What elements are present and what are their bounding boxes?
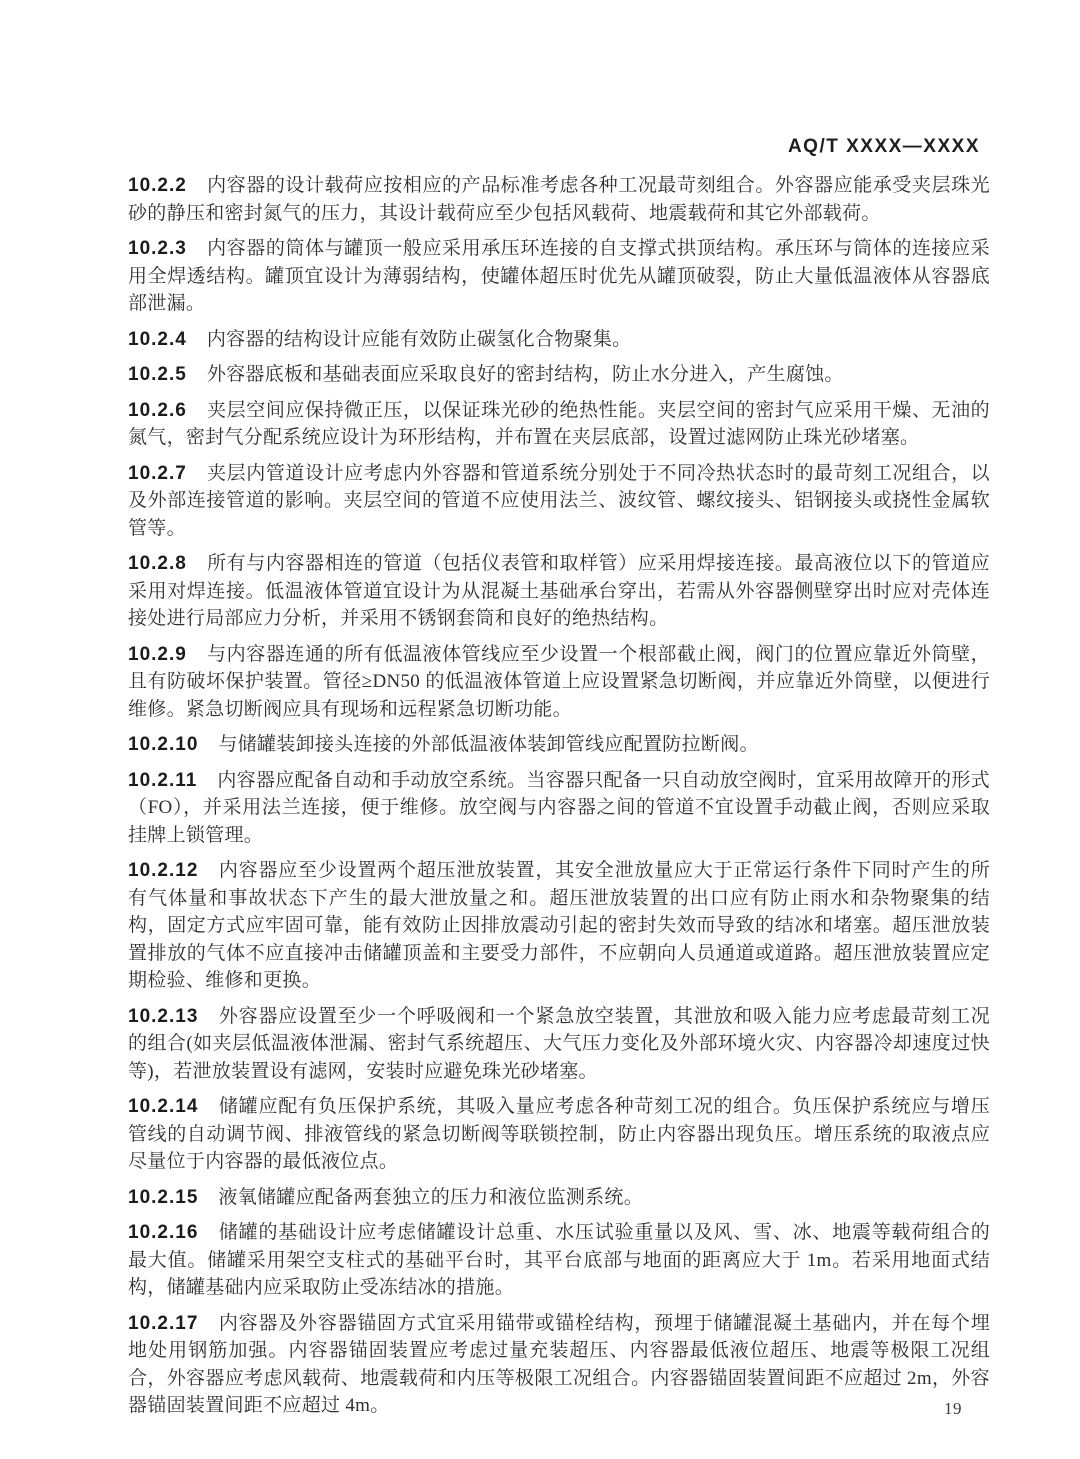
clause-text: 内容器的筒体与罐顶一般应采用承压环连接的自支撑式拱顶结构。承压环与筒体的连接应采用全焊透结构。罐顶宜设计为薄弱结构，使罐体超压时优先从罐顶破裂，防止大量低温液体从容器底部泄漏。 [128,238,990,314]
clause-paragraph [128,460,990,543]
clause-number: 10.2.2 [128,175,187,196]
clause-number: 10.2.6 [128,399,187,421]
clause-paragraph [128,1003,990,1086]
clause-text: 内容器应至少设置两个超压泄放装置，其安全泄放量应大于正常运行条件下同时产生的所有气体量和事故状态下产生的最大泄放量之和。超压泄放装置的出口应有防止雨水和杂物聚集的结构，固定方式应牢固可靠，能有效防止因排放震动引起的密封失效而导致的结冰和堵塞。超压泄放装置排放的气体不应直接冲击储罐顶盖和主要受力部件，不应朝向人员通道或道路。超压泄放装置应定期检验、维修和更换。 [128,860,990,991]
clause-number: 10.2.15 [128,1186,199,1208]
clause-number: 10.2.5 [128,364,187,385]
clause-text: 外容器应设置至少一个呼吸阀和一个紧急放空装置，其泄放和吸入能力应考虑最苛刻工况的组合(如夹层低温液体泄漏、密封气系统超压、大气压力变化及外部环境火灾、内容器冷却速度过快等)，若泄放装置设有滤网，安装时应避免珠光砂堵塞。 [128,1005,990,1082]
clause-text: 外容器底板和基础表面应采取良好的密封结构，防止水分进入，产生腐蚀。 [206,364,844,385]
clause-text: 夹层内管道设计应考虑内外容器和管道系统分别处于不同冷热状态时的最苛刻工况组合，以及外部连接管道的影响。夹层空间的管道不应使用法兰、波纹管、螺纹接头、铝钢接头或挠性金属软管等。 [128,462,990,539]
clause-paragraph [128,857,990,995]
clause-paragraph [128,641,990,724]
document-body [128,172,990,1428]
clause-text: 与储罐装卸接头连接的外部低温液体装卸管线应配置防拉断阀。 [218,734,759,755]
clause-paragraph [128,1310,990,1420]
clause-number: 10.2.14 [128,1096,199,1117]
clause-text: 内容器应配备自动和手动放空系统。当容器只配备一只自动放空阀时，宜采用故障开的形式（FO），并采用法兰连接，便于维修。放空阀与内容器之间的管道不宜设置手动截止阀，否则应采取挂牌上锁管理。 [128,769,990,846]
clause-paragraph [128,1184,990,1212]
clause-number: 10.2.11 [128,769,198,791]
clause-paragraph [128,1219,990,1302]
clause-text: 内容器的结构设计应能有效防止碳氢化合物聚集。 [206,328,632,350]
clause-paragraph [128,550,990,633]
clause-text: 储罐应配有负压保护系统，其吸入量应考虑各种苛刻工况的组合。负压保护系统应与增压管线的自动调节阀、排液管线的紧急切断阀等联锁控制，防止内容器出现负压。增压系统的取液点应尽量位于内容器的最低液位点。 [128,1096,990,1172]
clause-number: 10.2.16 [128,1222,199,1243]
clause-number: 10.2.12 [128,860,199,881]
standard-code: AQ/T XXXX—XXXX [787,136,980,157]
clause-text: 所有与内容器相连的管道（包括仪表管和取样管）应采用焊接连接。最高液位以下的管道应采用对焊连接。低温液体管道宜设计为从混凝土基础承台穿出，若需从外容器侧壁穿出时应对壳体连接处进行局部应力分析，并采用不锈钢套筒和良好的绝热结构。 [128,553,990,629]
clause-text: 储罐的基础设计应考虑储罐设计总重、水压试验重量以及风、雪、冰、地震等载荷组合的最大值。储罐采用架空支柱式的基础平台时，其平台底部与地面的距离应大于 1m。若采用地面式结构，储罐基础内应采取防止受冻结冰的措施。 [128,1222,990,1298]
clause-paragraph [128,397,990,452]
clause-paragraph [128,172,990,227]
clause-paragraph [128,326,990,354]
clause-paragraph [128,767,990,850]
clause-text: 与内容器连通的所有低温液体管线应至少设置一个根部截止阀，阀门的位置应靠近外筒壁，且有防破坏保护装置。管径≥DN50 的低温液体管道上应设置紧急切断阀，并应靠近外筒壁，以便进行维修。紧急切断阀应具有现场和远程紧急切断功能。 [128,643,990,720]
clause-paragraph [128,1093,990,1176]
clause-number: 10.2.13 [128,1005,199,1027]
clause-number: 10.2.4 [128,328,187,350]
clause-number: 10.2.17 [128,1312,199,1334]
clause-number: 10.2.9 [128,643,187,665]
clause-text: 夹层空间应保持微正压，以保证珠光砂的绝热性能。夹层空间的密封气应采用干燥、无油的氮气，密封气分配系统应设计为环形结构，并布置在夹层底部，设置过滤网防止珠光砂堵塞。 [128,399,990,448]
clause-number: 10.2.7 [128,462,187,484]
clause-text: 内容器的设计载荷应按相应的产品标准考虑各种工况最苛刻组合。外容器应能承受夹层珠光砂的静压和密封氮气的压力，其设计载荷应至少包括风载荷、地震载荷和其它外部载荷。 [128,175,990,224]
clause-text: 内容器及外容器锚固方式宜采用锚带或锚栓结构，预埋于储罐混凝土基础内，并在每个埋地处用钢筋加强。内容器锚固装置应考虑过量充装超压、内容器最低液位超压、地震等极限工况组合，外容器应考虑风载荷、地震载荷和内压等极限工况组合。内容器锚固装置间距不应超过 2m，外容器锚固装置间距不应超过 4m。 [128,1312,990,1416]
page-footer [944,1399,962,1419]
clause-text: 液氧储罐应配备两套独立的压力和液位监测系统。 [218,1186,644,1208]
clause-number: 10.2.3 [128,238,187,259]
clause-number: 10.2.10 [128,734,199,755]
clause-paragraph [128,361,990,389]
page-header [128,136,980,158]
clause-paragraph [128,235,990,318]
clause-number: 10.2.8 [128,553,187,574]
page-number: 19 [944,1399,962,1418]
clause-paragraph [128,731,990,759]
